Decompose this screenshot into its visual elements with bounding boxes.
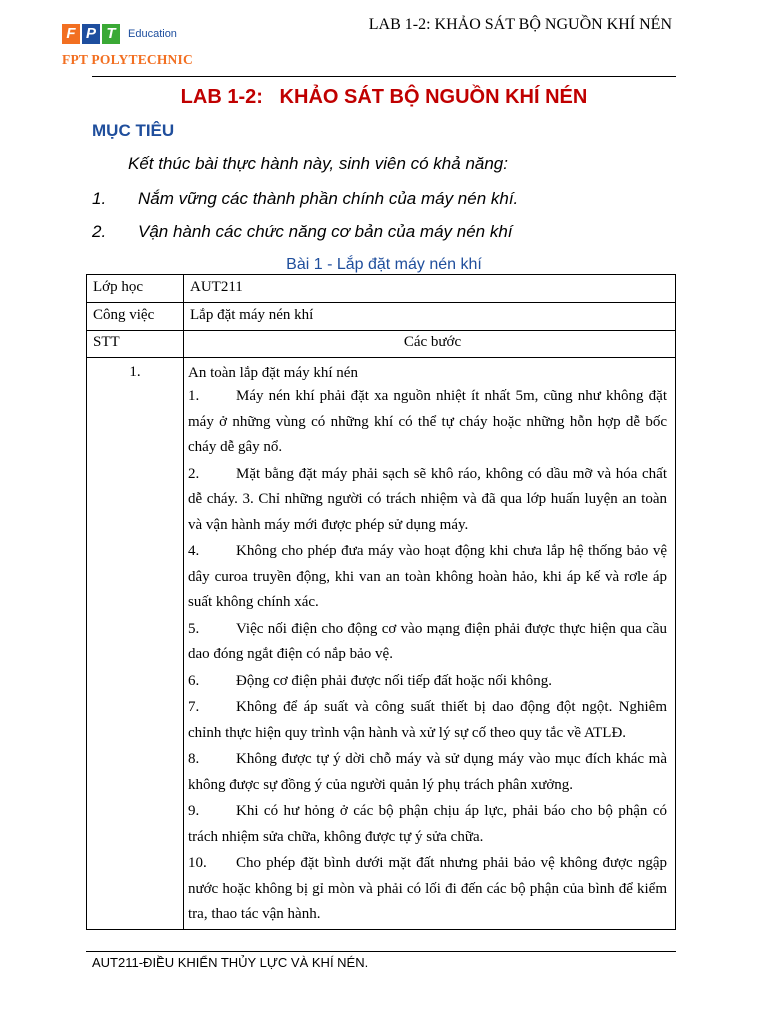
objective-1 [92, 189, 518, 209]
steps-cell [184, 358, 676, 930]
item-number: 4. [188, 543, 200, 559]
logo-school-name: FPT POLYTECHNIC [62, 52, 193, 67]
item-number: 1. [188, 388, 200, 404]
table-row [87, 275, 676, 303]
objective-text: Nắm vững các thành phần chính của máy nén khí. [138, 189, 519, 208]
header-title: LAB 1-2: KHẢO SÁT BỘ NGUỒN KHÍ NÉN [368, 16, 672, 33]
list-item [188, 851, 667, 928]
table-header-row [87, 331, 676, 358]
item-text: Không cho phép đưa máy vào hoạt động khi chưa lắp hệ thống bảo vệ dây curoa truyền động, khi van an toàn không hoàn hảo, khi áp kế và rơle áp suất không chính xác. [188, 543, 667, 610]
item-number: 7. [188, 699, 200, 715]
item-number: 9. [188, 803, 200, 819]
item-number: 6. [188, 672, 200, 689]
item-number: 10. [188, 855, 207, 871]
page-footer: AUT211-ĐIỀU KHIỂN THỦY LỰC VÀ KHÍ NÉN. [92, 955, 369, 970]
table-caption: Bài 1 - Lắp đặt máy nén khí [286, 256, 482, 273]
logo-education: Education [128, 28, 177, 40]
row-number: 1. [87, 358, 184, 930]
logo-letter-p: P [82, 24, 100, 44]
list-item [188, 462, 667, 539]
item-text: Máy nén khí phải đặt xa nguồn nhiệt ít nhất 5m, cũng như không đặt máy ở những vùng có những khí có thể tự cháy hoặc những hỗn hợp dễ bốc cháy dễ gây nổ. [188, 388, 667, 455]
objective-2 [92, 222, 513, 242]
logo-letter-f: F [62, 24, 80, 44]
item-text: Mặt bằng đặt máy phải sạch sẽ khô ráo, không có dầu mỡ và hóa chất dễ cháy. 3. Chỉ những người có trách nhiệm và đã qua lớp huấn luyện an toàn và vận hành máy mới được phép sử dụng máy. [188, 465, 667, 533]
item-text: Việc nối điện cho động cơ vào mạng điện phải được thực hiện qua cầu dao đóng ngắt điện có nắp bảo vệ. [188, 620, 667, 662]
class-value: AUT211 [184, 275, 676, 303]
intro-text: Kết thúc bài thực hành này, sinh viên có khả năng: [128, 154, 508, 173]
item-number: 2. [188, 465, 200, 482]
list-item [188, 669, 667, 695]
task-label: Công việc [87, 303, 184, 331]
list-item [188, 695, 667, 746]
steps-header: Các bước [184, 331, 676, 358]
list-item [188, 747, 667, 798]
page-title: LAB 1-2: KHẢO SÁT BỘ NGUỒN KHÍ NÉN [180, 86, 588, 108]
objective-text: Vận hành các chức năng cơ bản của máy nén khí [138, 222, 513, 241]
table-row [87, 358, 676, 930]
table-row [87, 303, 676, 331]
item-text: Không để áp suất và công suất thiết bị dao động đột ngột. Nghiêm chỉnh thực hiện quy trình vận hành và xử lý sự cố theo quy tắc về ATLĐ. [188, 699, 667, 741]
list-item [188, 384, 667, 461]
footer-divider [86, 951, 676, 952]
header-divider [92, 76, 676, 77]
list-item [188, 799, 667, 850]
logo-letter-t: T [102, 24, 120, 44]
stt-header: STT [87, 331, 184, 358]
row-title: An toàn lắp đặt máy khí nén [188, 365, 358, 381]
objective-number: 2. [92, 222, 107, 241]
task-value: Lắp đặt máy nén khí [184, 303, 676, 331]
objective-number: 1. [92, 189, 107, 208]
section-title: MỤC TIÊU [92, 121, 175, 140]
item-text: Động cơ điện phải được nối tiếp đất hoặc nối không. [236, 672, 553, 689]
item-number: 8. [188, 751, 200, 767]
item-text: Không được tự ý dời chỗ máy và sử dụng máy vào mục đích khác mà không được sự đồng ý của người quản lý phụ trách phân xưởng. [188, 751, 667, 793]
item-text: Cho phép đặt bình dưới mặt đất nhưng phải bảo vệ không được ngập nước hoặc không bị gỉ mòn và phải có lối đi đến các bộ phận của bình để kiểm tra, thao tác vận hành. [188, 855, 667, 922]
item-text: Khi có hư hỏng ở các bộ phận chịu áp lực, phải báo cho bộ phận có trách nhiệm sửa chữa, không được tự ý sửa chữa. [188, 803, 667, 845]
task-table [86, 274, 676, 930]
item-number: 5. [188, 620, 200, 637]
list-item [188, 617, 667, 668]
fpt-logo [62, 24, 202, 70]
list-item [188, 539, 667, 616]
class-label: Lớp học [87, 275, 184, 303]
